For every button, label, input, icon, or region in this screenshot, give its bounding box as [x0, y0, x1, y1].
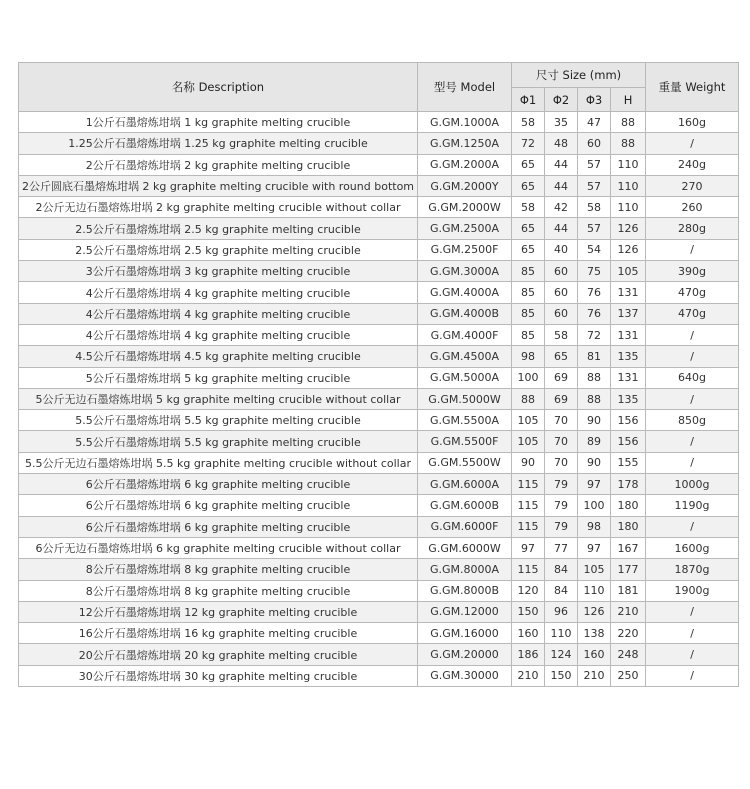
phi1-cell: 97	[512, 537, 545, 558]
description-cell: 30公斤石墨熔炼坩埚 30 kg graphite melting crucible	[19, 665, 418, 686]
description-cell: 5.5公斤石墨熔炼坩埚 5.5 kg graphite melting crucible	[19, 410, 418, 431]
height-cell: 131	[611, 282, 646, 303]
table-row	[19, 346, 739, 367]
phi2-cell: 84	[545, 580, 578, 601]
description-cell: 6公斤无边石墨熔炼坩埚 6 kg graphite melting crucible without collar	[19, 537, 418, 558]
description-cell: 5公斤无边石墨熔炼坩埚 5 kg graphite melting crucible without collar	[19, 388, 418, 409]
height-cell: 126	[611, 218, 646, 239]
model-cell: G.GM.6000A	[418, 474, 512, 495]
table-row	[19, 431, 739, 452]
model-cell: G.GM.4000A	[418, 282, 512, 303]
height-cell: 210	[611, 601, 646, 622]
description-cell: 4公斤石墨熔炼坩埚 4 kg graphite melting crucible	[19, 282, 418, 303]
table-row	[19, 218, 739, 239]
phi3-cell: 72	[578, 324, 611, 345]
height-cell: 135	[611, 346, 646, 367]
height-cell: 131	[611, 367, 646, 388]
weight-cell: 1600g	[646, 537, 739, 558]
height-cell: 131	[611, 324, 646, 345]
phi1-cell: 85	[512, 324, 545, 345]
table-row	[19, 367, 739, 388]
phi2-cell: 48	[545, 133, 578, 154]
table-row	[19, 601, 739, 622]
table-row	[19, 559, 739, 580]
phi3-cell: 126	[578, 601, 611, 622]
phi3-cell: 97	[578, 474, 611, 495]
weight-cell: /	[646, 644, 739, 665]
phi2-cell: 84	[545, 559, 578, 580]
table-row	[19, 410, 739, 431]
weight-cell: 240g	[646, 154, 739, 175]
phi2-cell: 42	[545, 197, 578, 218]
model-cell: G.GM.2000W	[418, 197, 512, 218]
phi3-cell: 75	[578, 261, 611, 282]
height-cell: 156	[611, 431, 646, 452]
phi2-cell: 124	[545, 644, 578, 665]
model-cell: G.GM.2500A	[418, 218, 512, 239]
model-cell: G.GM.2500F	[418, 239, 512, 260]
phi1-cell: 65	[512, 175, 545, 196]
phi2-cell: 96	[545, 601, 578, 622]
description-cell: 4公斤石墨熔炼坩埚 4 kg graphite melting crucible	[19, 303, 418, 324]
height-cell: 180	[611, 516, 646, 537]
phi3-cell: 98	[578, 516, 611, 537]
table-row	[19, 261, 739, 282]
phi2-cell: 40	[545, 239, 578, 260]
phi2-cell: 35	[545, 112, 578, 133]
description-cell: 2.5公斤石墨熔炼坩埚 2.5 kg graphite melting crucible	[19, 239, 418, 260]
description-cell: 1公斤石墨熔炼坩埚 1 kg graphite melting crucible	[19, 112, 418, 133]
header-row-top	[19, 63, 739, 88]
table-row	[19, 580, 739, 601]
phi3-cell: 138	[578, 623, 611, 644]
phi3-cell: 81	[578, 346, 611, 367]
phi3-cell: 97	[578, 537, 611, 558]
phi3-cell: 88	[578, 367, 611, 388]
phi3-cell: 110	[578, 580, 611, 601]
description-cell: 4公斤石墨熔炼坩埚 4 kg graphite melting crucible	[19, 324, 418, 345]
weight-cell: 850g	[646, 410, 739, 431]
weight-cell: /	[646, 324, 739, 345]
phi2-cell: 58	[545, 324, 578, 345]
model-cell: G.GM.5000W	[418, 388, 512, 409]
table-row	[19, 175, 739, 196]
phi3-cell: 90	[578, 410, 611, 431]
phi2-cell: 70	[545, 431, 578, 452]
header-h: H	[611, 88, 646, 112]
weight-cell: 270	[646, 175, 739, 196]
table-row	[19, 516, 739, 537]
phi3-cell: 57	[578, 175, 611, 196]
phi2-cell: 150	[545, 665, 578, 686]
phi1-cell: 210	[512, 665, 545, 686]
phi1-cell: 120	[512, 580, 545, 601]
model-cell: G.GM.8000A	[418, 559, 512, 580]
phi1-cell: 65	[512, 239, 545, 260]
height-cell: 220	[611, 623, 646, 644]
height-cell: 126	[611, 239, 646, 260]
height-cell: 250	[611, 665, 646, 686]
table-row	[19, 665, 739, 686]
weight-cell: /	[646, 346, 739, 367]
header-weight: 重量 Weight	[646, 63, 739, 112]
phi3-cell: 89	[578, 431, 611, 452]
phi3-cell: 57	[578, 218, 611, 239]
description-cell: 3公斤石墨熔炼坩埚 3 kg graphite melting crucible	[19, 261, 418, 282]
height-cell: 105	[611, 261, 646, 282]
phi2-cell: 65	[545, 346, 578, 367]
phi3-cell: 88	[578, 388, 611, 409]
phi3-cell: 210	[578, 665, 611, 686]
phi1-cell: 90	[512, 452, 545, 473]
table-row	[19, 133, 739, 154]
table-row	[19, 388, 739, 409]
phi3-cell: 105	[578, 559, 611, 580]
phi2-cell: 70	[545, 410, 578, 431]
height-cell: 181	[611, 580, 646, 601]
phi1-cell: 58	[512, 197, 545, 218]
weight-cell: /	[646, 133, 739, 154]
phi2-cell: 60	[545, 303, 578, 324]
description-cell: 5公斤石墨熔炼坩埚 5 kg graphite melting crucible	[19, 367, 418, 388]
phi1-cell: 72	[512, 133, 545, 154]
phi2-cell: 110	[545, 623, 578, 644]
phi1-cell: 58	[512, 112, 545, 133]
model-cell: G.GM.5500A	[418, 410, 512, 431]
description-cell: 8公斤石墨熔炼坩埚 8 kg graphite melting crucible	[19, 580, 418, 601]
table-row	[19, 282, 739, 303]
table-row	[19, 452, 739, 473]
description-cell: 6公斤石墨熔炼坩埚 6 kg graphite melting crucible	[19, 516, 418, 537]
phi1-cell: 150	[512, 601, 545, 622]
description-cell: 12公斤石墨熔炼坩埚 12 kg graphite melting crucible	[19, 601, 418, 622]
phi1-cell: 115	[512, 559, 545, 580]
description-cell: 2公斤无边石墨熔炼坩埚 2 kg graphite melting crucible without collar	[19, 197, 418, 218]
weight-cell: /	[646, 431, 739, 452]
height-cell: 248	[611, 644, 646, 665]
height-cell: 110	[611, 175, 646, 196]
table-row	[19, 239, 739, 260]
phi3-cell: 60	[578, 133, 611, 154]
weight-cell: /	[646, 516, 739, 537]
phi1-cell: 98	[512, 346, 545, 367]
model-cell: G.GM.6000F	[418, 516, 512, 537]
table-row	[19, 537, 739, 558]
height-cell: 167	[611, 537, 646, 558]
weight-cell: /	[646, 239, 739, 260]
phi1-cell: 105	[512, 431, 545, 452]
description-cell: 2公斤石墨熔炼坩埚 2 kg graphite melting crucible	[19, 154, 418, 175]
description-cell: 4.5公斤石墨熔炼坩埚 4.5 kg graphite melting crucible	[19, 346, 418, 367]
model-cell: G.GM.12000	[418, 601, 512, 622]
model-cell: G.GM.4000B	[418, 303, 512, 324]
description-cell: 6公斤石墨熔炼坩埚 6 kg graphite melting crucible	[19, 495, 418, 516]
height-cell: 177	[611, 559, 646, 580]
phi1-cell: 100	[512, 367, 545, 388]
phi3-cell: 76	[578, 303, 611, 324]
phi2-cell: 60	[545, 261, 578, 282]
model-cell: G.GM.2000A	[418, 154, 512, 175]
phi3-cell: 54	[578, 239, 611, 260]
phi1-cell: 88	[512, 388, 545, 409]
phi2-cell: 79	[545, 495, 578, 516]
height-cell: 155	[611, 452, 646, 473]
weight-cell: 1000g	[646, 474, 739, 495]
height-cell: 156	[611, 410, 646, 431]
description-cell: 2.5公斤石墨熔炼坩埚 2.5 kg graphite melting crucible	[19, 218, 418, 239]
model-cell: G.GM.2000Y	[418, 175, 512, 196]
header-model: 型号 Model	[418, 63, 512, 112]
weight-cell: 280g	[646, 218, 739, 239]
weight-cell: 640g	[646, 367, 739, 388]
height-cell: 137	[611, 303, 646, 324]
table-row	[19, 112, 739, 133]
model-cell: G.GM.6000B	[418, 495, 512, 516]
weight-cell: 1900g	[646, 580, 739, 601]
phi1-cell: 186	[512, 644, 545, 665]
height-cell: 180	[611, 495, 646, 516]
phi2-cell: 44	[545, 175, 578, 196]
description-cell: 2公斤圆底石墨熔炼坩埚 2 kg graphite melting crucible with round bottom	[19, 175, 418, 196]
height-cell: 178	[611, 474, 646, 495]
phi3-cell: 58	[578, 197, 611, 218]
phi3-cell: 160	[578, 644, 611, 665]
phi2-cell: 79	[545, 516, 578, 537]
model-cell: G.GM.16000	[418, 623, 512, 644]
phi1-cell: 85	[512, 282, 545, 303]
weight-cell: /	[646, 601, 739, 622]
description-cell: 8公斤石墨熔炼坩埚 8 kg graphite melting crucible	[19, 559, 418, 580]
table-row	[19, 197, 739, 218]
phi2-cell: 79	[545, 474, 578, 495]
weight-cell: 260	[646, 197, 739, 218]
weight-cell: /	[646, 452, 739, 473]
weight-cell: 1190g	[646, 495, 739, 516]
header-phi3: Φ3	[578, 88, 611, 112]
phi2-cell: 60	[545, 282, 578, 303]
phi3-cell: 47	[578, 112, 611, 133]
weight-cell: 160g	[646, 112, 739, 133]
model-cell: G.GM.5500W	[418, 452, 512, 473]
phi3-cell: 57	[578, 154, 611, 175]
phi1-cell: 85	[512, 261, 545, 282]
height-cell: 110	[611, 154, 646, 175]
model-cell: G.GM.5500F	[418, 431, 512, 452]
phi1-cell: 115	[512, 516, 545, 537]
model-cell: G.GM.8000B	[418, 580, 512, 601]
description-cell: 5.5公斤石墨熔炼坩埚 5.5 kg graphite melting crucible	[19, 431, 418, 452]
header-phi2: Φ2	[545, 88, 578, 112]
phi1-cell: 65	[512, 154, 545, 175]
model-cell: G.GM.4500A	[418, 346, 512, 367]
header-size: 尺寸 Size (mm)	[512, 63, 646, 88]
phi3-cell: 76	[578, 282, 611, 303]
table-row	[19, 474, 739, 495]
model-cell: G.GM.1250A	[418, 133, 512, 154]
phi3-cell: 90	[578, 452, 611, 473]
height-cell: 135	[611, 388, 646, 409]
model-cell: G.GM.6000W	[418, 537, 512, 558]
height-cell: 110	[611, 197, 646, 218]
crucible-spec-table	[18, 62, 739, 687]
table-row	[19, 324, 739, 345]
phi2-cell: 44	[545, 154, 578, 175]
weight-cell: /	[646, 623, 739, 644]
phi2-cell: 69	[545, 367, 578, 388]
phi1-cell: 85	[512, 303, 545, 324]
table-body	[19, 112, 739, 687]
description-cell: 20公斤石墨熔炼坩埚 20 kg graphite melting crucible	[19, 644, 418, 665]
height-cell: 88	[611, 133, 646, 154]
description-cell: 16公斤石墨熔炼坩埚 16 kg graphite melting crucible	[19, 623, 418, 644]
table-row	[19, 644, 739, 665]
model-cell: G.GM.5000A	[418, 367, 512, 388]
description-cell: 6公斤石墨熔炼坩埚 6 kg graphite melting crucible	[19, 474, 418, 495]
phi1-cell: 160	[512, 623, 545, 644]
phi2-cell: 77	[545, 537, 578, 558]
height-cell: 88	[611, 112, 646, 133]
description-cell: 5.5公斤无边石墨熔炼坩埚 5.5 kg graphite melting crucible without collar	[19, 452, 418, 473]
weight-cell: 470g	[646, 303, 739, 324]
weight-cell: /	[646, 665, 739, 686]
model-cell: G.GM.4000F	[418, 324, 512, 345]
phi3-cell: 100	[578, 495, 611, 516]
model-cell: G.GM.20000	[418, 644, 512, 665]
model-cell: G.GM.30000	[418, 665, 512, 686]
phi1-cell: 115	[512, 474, 545, 495]
weight-cell: /	[646, 388, 739, 409]
header-description: 名称 Description	[19, 63, 418, 112]
description-cell: 1.25公斤石墨熔炼坩埚 1.25 kg graphite melting crucible	[19, 133, 418, 154]
phi1-cell: 65	[512, 218, 545, 239]
weight-cell: 1870g	[646, 559, 739, 580]
phi2-cell: 69	[545, 388, 578, 409]
weight-cell: 390g	[646, 261, 739, 282]
phi2-cell: 44	[545, 218, 578, 239]
table-row	[19, 623, 739, 644]
phi1-cell: 105	[512, 410, 545, 431]
model-cell: G.GM.1000A	[418, 112, 512, 133]
model-cell: G.GM.3000A	[418, 261, 512, 282]
header-phi1: Φ1	[512, 88, 545, 112]
phi2-cell: 70	[545, 452, 578, 473]
table-row	[19, 154, 739, 175]
table-row	[19, 303, 739, 324]
table-row	[19, 495, 739, 516]
phi1-cell: 115	[512, 495, 545, 516]
weight-cell: 470g	[646, 282, 739, 303]
